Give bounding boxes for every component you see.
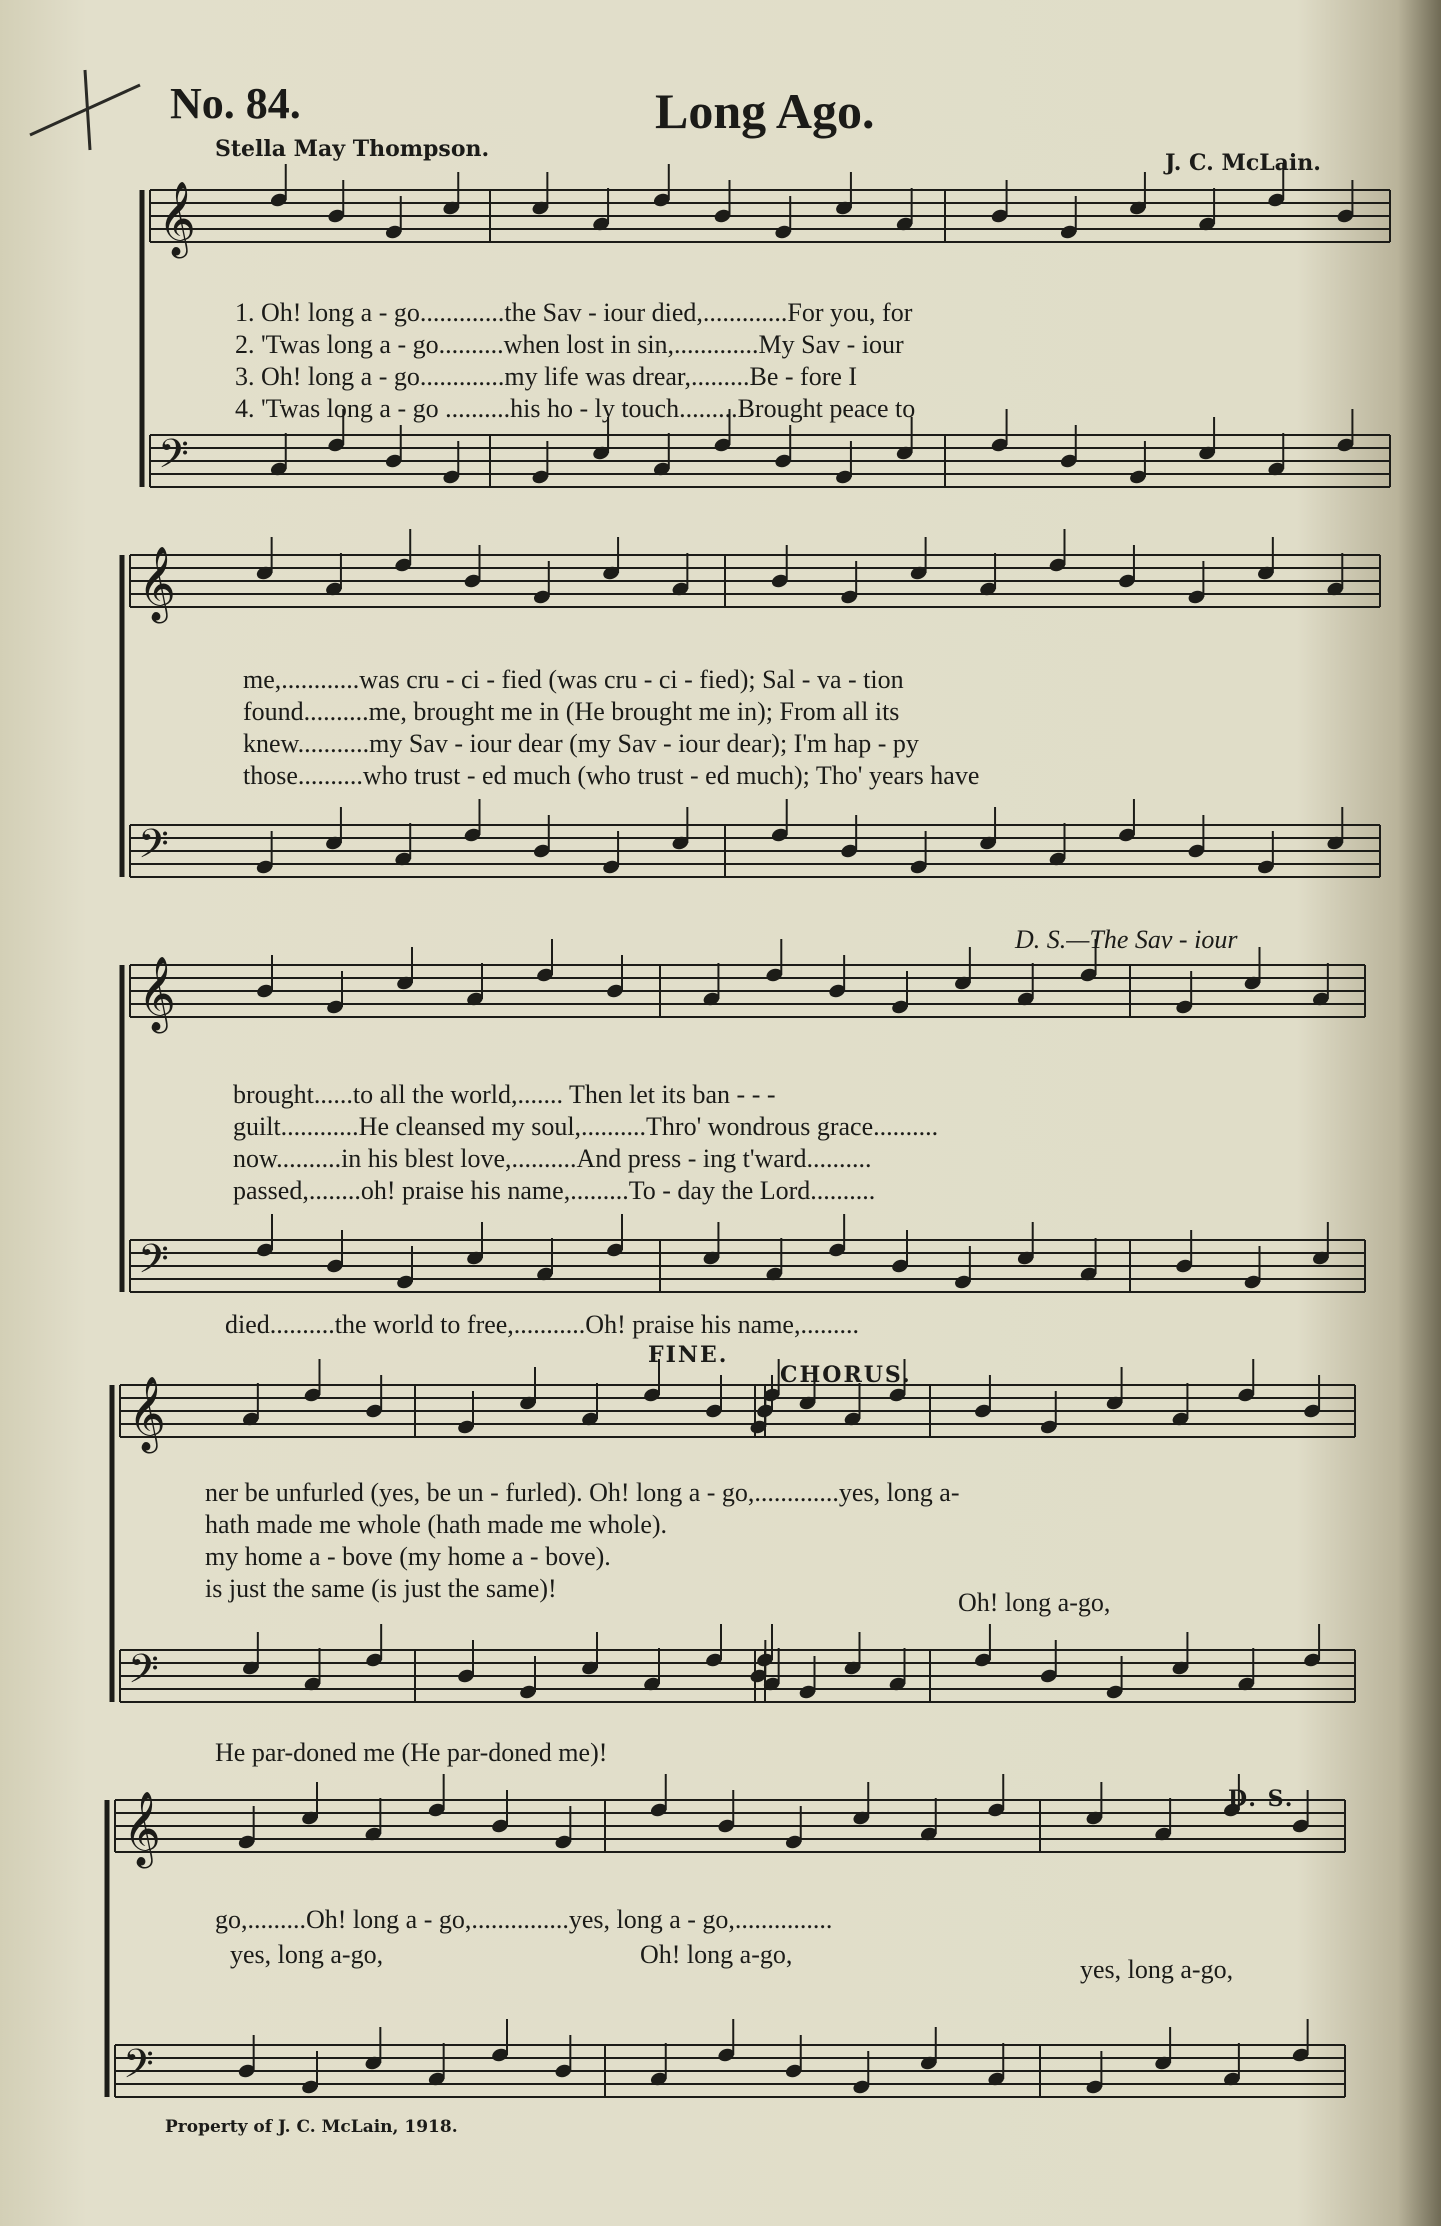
lyric-line: knew...........my Sav - iour dear (my Sav - iour dear); I'm hap - py bbox=[243, 729, 919, 758]
lyric-line: hath made me whole (hath made me whole). bbox=[205, 1510, 668, 1539]
lyric-line: me,............was cru - ci - fied (was cru - ci - fied); Sal - va - tion bbox=[243, 665, 904, 694]
lyric-line: 3. Oh! long a - go.............my life was drear,.........Be - fore I bbox=[235, 362, 858, 391]
lyric-line: yes, long a-go, bbox=[230, 1940, 384, 1969]
treble-clef-icon: 𝄞 bbox=[138, 957, 176, 1031]
fine-mark: FINE. bbox=[648, 1342, 729, 1368]
ds-label: D. S.—The Sav - iour bbox=[1015, 925, 1238, 954]
bass-lyric: He par-doned me (He par-doned me)! bbox=[215, 1738, 608, 1767]
lyric-line: yes, long a-go, bbox=[1080, 1955, 1234, 1984]
pencil-cross-mark bbox=[30, 70, 140, 150]
chorus-label: CHORUS. bbox=[780, 1362, 912, 1388]
lyric-line: go,.........Oh! long a - go,...............yes, long a - go,............... bbox=[215, 1905, 833, 1934]
lyric-line: ner be unfurled (yes, be un - furled). Oh! long a - go,.............yes, long a- bbox=[205, 1478, 960, 1507]
composer: J. C. McLain. bbox=[1165, 150, 1321, 176]
ds-lyric-line: died..........the world to free,...........Oh! praise his name,......... bbox=[225, 1310, 859, 1339]
lyric-line: guilt............He cleansed my soul,..........Thro' wondrous grace.......... bbox=[233, 1112, 939, 1141]
lyric-line: now..........in his blest love,..........And press - ing t'ward.......... bbox=[233, 1144, 872, 1173]
lyric-line: passed,........oh! praise his name,.........To - day the Lord.......... bbox=[233, 1176, 876, 1205]
bass-clef-icon: 𝄢 bbox=[138, 1236, 169, 1292]
treble-clef-icon: 𝄞 bbox=[138, 547, 176, 621]
treble-clef-icon: 𝄞 bbox=[158, 182, 196, 256]
treble-clef-icon: 𝄞 bbox=[128, 1377, 166, 1451]
hymn-title: Long Ago. bbox=[655, 83, 875, 139]
lyric-line: 4. 'Twas long a - go ..........his ho - ly touch.........Brought peace to bbox=[235, 394, 916, 423]
lyric-line: found..........me, brought me in (He brought me in); From all its bbox=[243, 697, 900, 726]
bass-clef-icon: 𝄢 bbox=[128, 1646, 159, 1702]
lyric-line: is just the same (is just the same)! bbox=[205, 1574, 557, 1603]
lyric-line: brought......to all the world,....... Then let its ban - - - bbox=[233, 1080, 776, 1109]
lyric-line: 1. Oh! long a - go.............the Sav - iour died,.............For you, for bbox=[235, 298, 913, 327]
lyric-line: 2. 'Twas long a - go..........when lost in sin,.............My Sav - iour bbox=[235, 330, 904, 359]
treble-clef-icon: 𝄞 bbox=[123, 1792, 161, 1866]
ds-mark: D. S. bbox=[1228, 1786, 1295, 1812]
lyric-line: my home a - bove (my home a - bove). bbox=[205, 1542, 611, 1571]
bass-clef-icon: 𝄢 bbox=[158, 431, 189, 487]
copyright-footer: Property of J. C. McLain, 1918. bbox=[165, 2117, 458, 2137]
lyricist: Stella May Thompson. bbox=[215, 136, 490, 162]
alto-cue: Oh! long a-go, bbox=[958, 1588, 1111, 1617]
hymn-number: No. 84. bbox=[170, 79, 301, 128]
lyric-line: those..........who trust - ed much (who trust - ed much); Tho' years have bbox=[243, 761, 980, 790]
lyric-line: Oh! long a-go, bbox=[640, 1940, 793, 1969]
bass-clef-icon: 𝄢 bbox=[123, 2041, 154, 2097]
bass-clef-icon: 𝄢 bbox=[138, 821, 169, 877]
